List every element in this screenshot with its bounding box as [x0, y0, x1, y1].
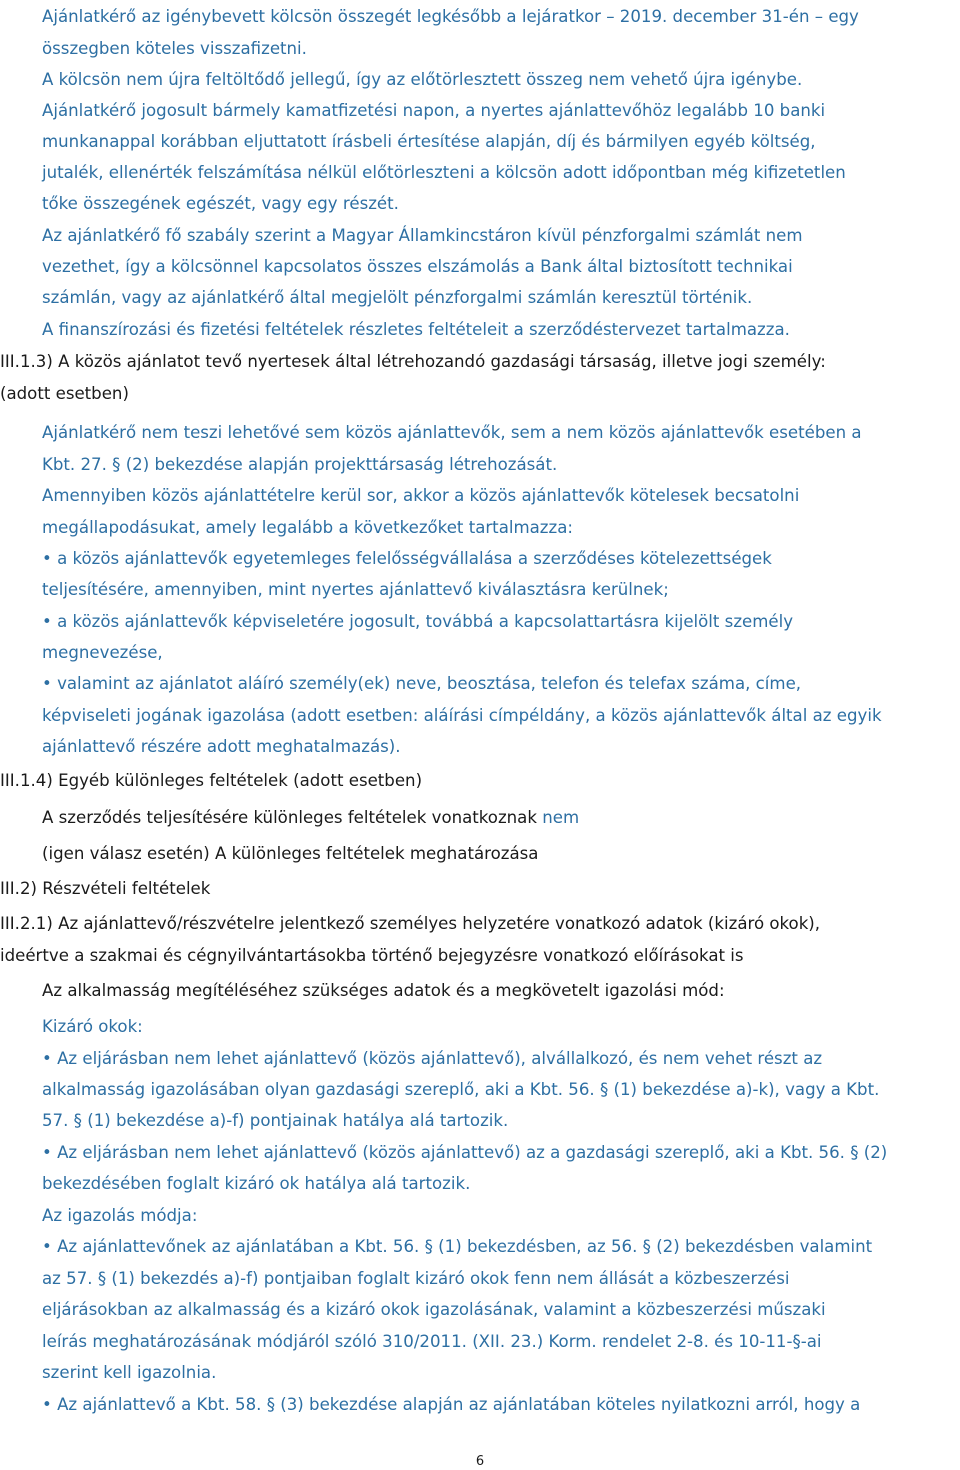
text-line [42, 643, 163, 663]
text-line-content: Az ajánlattevőnek az ajánlatában a Kbt. 56. § (1) bekezdésben, az 56. § (2) bekezdésben valamint [57, 1237, 873, 1256]
text-line [0, 914, 820, 934]
text-line [42, 612, 793, 632]
text-line-content: Ajánlatkérő jogosult bármely kamatfizetési napon, a nyertes ajánlattevőhöz legalább 10 banki [42, 101, 826, 120]
text-line-content: tőke összegének egészét, vagy egy részét. [42, 194, 399, 213]
text-line-content: a közös ajánlattevők egyetemleges felelősségvállalása a szerződéses kötelezettségek [57, 549, 772, 568]
text-line [42, 1300, 826, 1320]
text-line-content: alkalmasság igazolásában olyan gazdasági szereplő, aki a Kbt. 56. § (1) bekezdése a)-k), vagy a Kbt. [42, 1080, 880, 1099]
text-line [42, 737, 401, 757]
text-line-content: III.1.4) Egyéb különleges feltételek (adott esetben) [0, 771, 423, 790]
text-line-content: Az igazolás módja: [42, 1206, 198, 1225]
text-line-content: Az ajánlattevő a Kbt. 58. § (3) bekezdése alapján az ajánlatában köteles nyilatkozni arról, hogy a [57, 1395, 861, 1414]
text-line-content: Az ajánlatkérő fő szabály szerint a Magyar Államkincstáron kívül pénzforgalmi számlát nem [42, 226, 803, 245]
text-line [42, 320, 790, 340]
text-line [42, 808, 579, 828]
text-line-content: (igen válasz esetén) A különleges feltételek meghatározása [42, 844, 539, 863]
text-line [42, 1174, 470, 1194]
answer-value: nem [536, 808, 580, 827]
text-line [42, 423, 862, 443]
text-line-content: ajánlattevő részére adott meghatalmazás). [42, 737, 401, 756]
text-line-content: Ajánlatkérő az igénybevett kölcsön összegét legkésőbb a lejáratkor – 2019. december 31-én – egy [42, 7, 859, 26]
text-line [42, 580, 669, 600]
text-line [0, 352, 826, 372]
text-line [42, 70, 802, 90]
text-line [42, 981, 725, 1001]
text-line [42, 706, 882, 726]
text-line [42, 1017, 143, 1037]
text-line [42, 226, 803, 246]
text-line [42, 455, 557, 475]
text-line-content: III.1.3) A közös ajánlatot tevő nyertesek által létrehozandó gazdasági társaság, illetve jogi személy: [0, 352, 826, 371]
text-line-content: (adott esetben) [0, 384, 129, 403]
text-line-content: az 57. § (1) bekezdés a)-f) pontjaiban foglalt kizáró okok fenn nem állását a közbeszerzési [42, 1269, 790, 1288]
text-line [0, 384, 129, 404]
text-line-content: Az alkalmasság megítéléséhez szükséges adatok és a megkövetelt igazolási mód: [42, 981, 725, 1000]
page-number: 6 [475, 1454, 485, 1469]
text-line-content: III.2) Részvételi feltételek [0, 879, 211, 898]
text-line-content: megállapodásukat, amely legalább a következőket tartalmazza: [42, 518, 573, 537]
text-line [0, 879, 210, 899]
text-line [42, 1111, 508, 1131]
text-line [42, 39, 307, 59]
text-line [42, 1332, 822, 1352]
text-line-content: bekezdésében foglalt kizáró ok hatálya alá tartozik. [42, 1174, 471, 1193]
text-line-content: Kizáró okok: [42, 1017, 143, 1036]
text-line-content: Amennyiben közös ajánlattételre kerül sor, akkor a közös ajánlattevők kötelesek becsatolni [42, 486, 800, 505]
text-line-content: a közös ajánlattevők képviseletére jogosult, továbbá a kapcsolattartásra kijelölt személy [57, 612, 794, 631]
text-line [42, 844, 538, 864]
text-line [42, 1080, 879, 1100]
text-line-content: összegben köteles visszafizetni. [42, 39, 307, 58]
text-line-content: III.2.1) Az ajánlattevő/részvételre jelentkező személyes helyzetére vonatkozó adatok (kizáró okok), [0, 914, 821, 933]
text-line-content: jutalék, ellenérték felszámítása nélkül előtörleszteni a kölcsön adott időpontban még kifizetetlen [42, 163, 846, 182]
text-line-content: Az eljárásban nem lehet ajánlattevő (közös ajánlattevő), alvállalkozó, és nem vehet részt az [57, 1049, 823, 1068]
text-line-content: Ajánlatkérő nem teszi lehetővé sem közös ajánlattevők, sem a nem közös ajánlattevők esetében a [42, 423, 862, 442]
text-line [42, 674, 801, 694]
text-line-content: képviseleti jogának igazolása (adott esetben: aláírási címpéldány, a közös ajánlattevők által az egyik [42, 706, 882, 725]
text-line-content: A kölcsön nem újra feltöltődő jellegű, így az előtörlesztett összeg nem vehető újra igénybe. [42, 70, 803, 89]
text-line-content: teljesítésére, amennyiben, mint nyertes ajánlattevő kiválasztásra kerülnek; [42, 580, 669, 599]
text-line [42, 132, 816, 152]
text-line-content: leírás meghatározásának módjáról szóló 310/2011. (XII. 23.) Korm. rendelet 2-8. és 10-11-§-ai [42, 1332, 822, 1351]
text-line [42, 163, 846, 183]
text-line-content: A szerződés teljesítésére különleges feltételek vonatkoznak [42, 808, 537, 827]
text-line-content: Az eljárásban nem lehet ajánlattevő (közös ajánlattevő) az a gazdasági szereplő, aki a Kbt. 56. § (2) [57, 1143, 888, 1162]
text-line [0, 946, 744, 966]
text-line [42, 194, 399, 214]
text-line-content: ideértve a szakmai és cégnyilvántartásokba történő bejegyzésre vonatkozó előírásokat is [0, 946, 744, 965]
text-line [42, 288, 752, 308]
text-line [42, 257, 793, 277]
text-line [42, 1049, 822, 1069]
text-line [42, 7, 859, 27]
text-line [42, 1206, 197, 1226]
text-line [42, 1395, 860, 1415]
text-line [0, 771, 422, 791]
text-line-content: Kbt. 27. § (2) bekezdése alapján projekttársaság létrehozását. [42, 455, 558, 474]
text-line-content: megnevezése, [42, 643, 163, 662]
text-line-content: 57. § (1) bekezdése a)-f) pontjainak hatálya alá tartozik. [42, 1111, 509, 1130]
text-line [42, 549, 772, 569]
text-line-content: számlán, vagy az ajánlatkérő által megjelölt pénzforgalmi számlán keresztül történik. [42, 288, 753, 307]
text-line [42, 101, 825, 121]
text-line [42, 1237, 872, 1257]
text-line-content: szerint kell igazolnia. [42, 1363, 217, 1382]
text-line [42, 518, 573, 538]
text-line-content: A finanszírozási és fizetési feltételek részletes feltételeit a szerződéstervezet tartalmazza. [42, 320, 790, 339]
text-line-content: vezethet, így a kölcsönnel kapcsolatos összes elszámolás a Bank által biztosított technikai [42, 257, 793, 276]
text-line [42, 1363, 216, 1383]
text-line-content: valamint az ajánlatot aláíró személy(ek) neve, beosztása, telefon és telefax száma, címe, [57, 674, 802, 693]
text-line-content: eljárásokban az alkalmasság és a kizáró okok igazolásának, valamint a közbeszerzési műszaki [42, 1300, 826, 1319]
text-line [42, 1143, 887, 1163]
text-line-content: munkanappal korábban eljuttatott írásbeli értesítése alapján, díj és bármilyen egyéb költség, [42, 132, 816, 151]
text-line [42, 486, 799, 506]
text-line [42, 1269, 790, 1289]
